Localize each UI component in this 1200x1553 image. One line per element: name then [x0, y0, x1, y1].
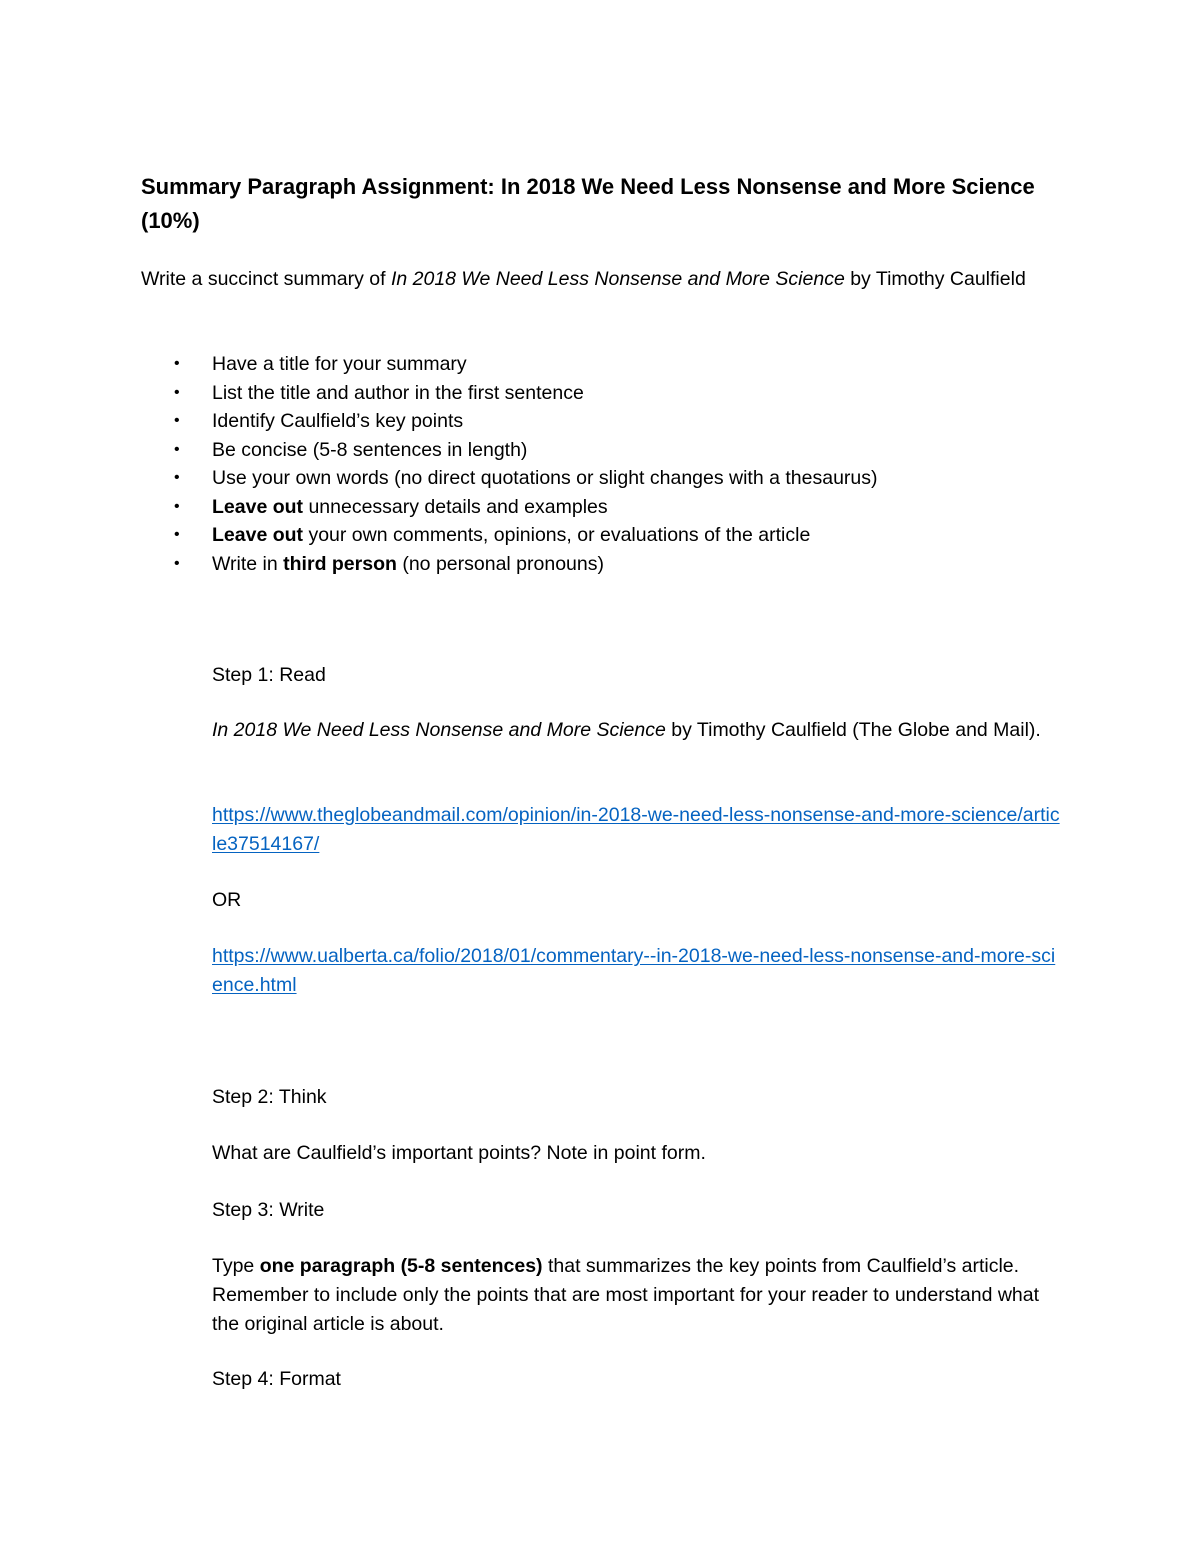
- intro-paragraph: [141, 265, 1041, 294]
- list-item: [141, 379, 1081, 408]
- step1-source-text: by Timothy Caulfield (The Globe and Mail).: [665, 719, 1041, 741]
- bullet-icon: •: [174, 383, 180, 401]
- globe-and-mail-link[interactable]: https://www.theglobeandmail.com/opinion/in-2018-we-need-less-nonsense-and-more-science/article37514167/: [212, 804, 1060, 855]
- list-item-text: unnecessary details and examples: [303, 495, 608, 518]
- requirements-list: [141, 350, 1081, 578]
- list-item: [141, 493, 1081, 522]
- bullet-icon: •: [174, 355, 180, 372]
- bullet-icon: •: [174, 469, 180, 486]
- step1-link2-paragraph: [212, 942, 1062, 1000]
- or-text: OR: [212, 889, 242, 911]
- list-item: [141, 436, 1081, 465]
- list-item: [141, 350, 1081, 379]
- list-item-text: Have a title for your summary: [212, 353, 467, 375]
- list-item-bold: Leave out: [212, 495, 304, 518]
- step1-article-title: In 2018 We Need Less Nonsense and More Science: [212, 719, 666, 741]
- step1-heading: Step 1: Read: [212, 664, 326, 686]
- step3-paragraph: [212, 1252, 1062, 1339]
- step3-text: that summarizes the key points from Caulfield’s article. Remember to include only the points that are most important for your reader to understand what the original article is about.: [212, 1255, 1040, 1335]
- list-item-text: your own comments, opinions, or evaluations of the article: [303, 524, 811, 546]
- bullet-icon: •: [174, 440, 180, 458]
- ualberta-folio-link[interactable]: https://www.ualberta.ca/folio/2018/01/commentary--in-2018-we-need-less-nonsense-and-more-science.html: [212, 945, 1056, 996]
- bullet-icon: •: [174, 554, 180, 572]
- bullet-icon: •: [174, 526, 180, 543]
- list-item: [141, 464, 1081, 493]
- bullet-icon: •: [174, 412, 180, 429]
- list-item-bold: Leave out: [212, 524, 304, 546]
- step3-heading: Step 3: Write: [212, 1199, 325, 1221]
- intro-prefix: Write a succinct summary of: [141, 268, 391, 290]
- list-item-text: List the title and author in the first sentence: [212, 381, 584, 404]
- bullet-icon: •: [174, 497, 180, 515]
- list-item-text: Be concise (5-8 sentences in length): [212, 438, 528, 461]
- step3-pre: Type: [212, 1255, 260, 1277]
- intro-article-title: In 2018 We Need Less Nonsense and More Science: [390, 268, 845, 290]
- list-item-text: (no personal pronouns): [396, 552, 604, 575]
- step3-bold: one paragraph (5-8 sentences): [259, 1255, 543, 1277]
- step2-text: What are Caulfield’s important points? Note in point form.: [212, 1142, 706, 1164]
- list-item-bold: third person: [283, 552, 397, 575]
- step2-heading: Step 2: Think: [212, 1086, 327, 1108]
- step1-source: [212, 716, 1072, 745]
- list-item: [141, 550, 1081, 579]
- list-item-text: Use your own words (no direct quotations or slight changes with a thesaurus): [212, 467, 878, 489]
- list-item: [141, 407, 1081, 436]
- page-title: Summary Paragraph Assignment: In 2018 We Need Less Nonsense and More Science (10%): [141, 174, 1035, 233]
- step4-heading: Step 4: Format: [212, 1368, 341, 1390]
- step1-link1-paragraph: [212, 801, 1062, 859]
- list-item-pre: Write in: [212, 552, 284, 575]
- list-item: [141, 521, 1081, 550]
- list-item-text: Identify Caulfield’s key points: [212, 410, 464, 432]
- intro-suffix: by Timothy Caulfield: [844, 268, 1026, 290]
